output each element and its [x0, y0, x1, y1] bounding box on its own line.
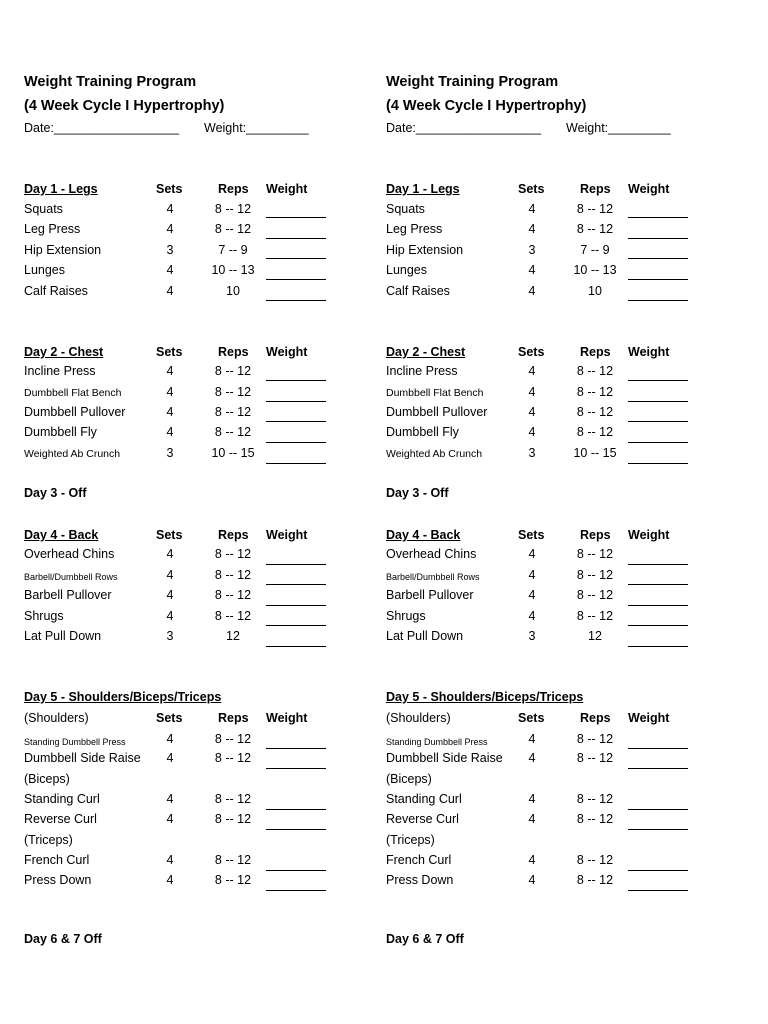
group-biceps: (Biceps): [386, 772, 432, 786]
exercise-reps: 8 -- 12: [214, 873, 252, 887]
weight-entry-line[interactable]: [266, 238, 326, 239]
exercise-sets: 4: [166, 202, 174, 216]
exercise-sets: 4: [166, 263, 174, 277]
weight-entry-line[interactable]: [266, 380, 326, 381]
weight-entry-line[interactable]: [628, 258, 688, 259]
exercise-reps: 12: [588, 629, 602, 643]
exercise-reps: 10 -- 13: [573, 263, 617, 277]
exercise-sets: 3: [528, 446, 536, 460]
exercise-name: Hip Extension: [386, 243, 464, 257]
weight-entry-line[interactable]: [266, 748, 326, 749]
exercise-sets: 4: [166, 222, 174, 236]
exercise-sets: 4: [528, 425, 536, 439]
exercise-reps: 10 -- 15: [573, 446, 617, 460]
exercise-name: Press Down: [24, 873, 92, 887]
exercise-name: Dumbbell Side Raise: [24, 751, 141, 765]
exercise-reps: 8 -- 12: [576, 222, 614, 236]
exercise-reps: 8 -- 12: [214, 547, 252, 561]
exercise-reps: 8 -- 12: [576, 405, 614, 419]
reps-header: Reps: [580, 528, 611, 542]
exercise-name: Lat Pull Down: [24, 629, 102, 643]
exercise-name: Reverse Curl: [24, 812, 97, 826]
exercise-reps: 8 -- 12: [576, 853, 614, 867]
exercise-reps: 8 -- 12: [576, 588, 614, 602]
sets-header: Sets: [518, 345, 545, 359]
weight-entry-line[interactable]: [628, 890, 688, 891]
group-triceps: (Triceps): [386, 833, 435, 847]
exercise-sets: 3: [528, 243, 536, 257]
exercise-sets: 3: [166, 243, 174, 257]
exercise-reps: 8 -- 12: [214, 751, 252, 765]
date-field[interactable]: Date:__________________: [386, 121, 542, 135]
exercise-sets: 4: [166, 792, 174, 806]
weight-entry-line[interactable]: [266, 605, 326, 606]
exercise-reps: 8 -- 12: [576, 812, 614, 826]
exercise-name: Leg Press: [24, 222, 81, 236]
weight-entry-line[interactable]: [628, 279, 688, 280]
exercise-sets: 4: [528, 284, 536, 298]
weight-entry-line[interactable]: [628, 870, 688, 871]
exercise-sets: 3: [528, 629, 536, 643]
exercise-name: Hip Extension: [24, 243, 102, 257]
exercise-sets: 4: [166, 588, 174, 602]
exercise-reps: 10: [226, 284, 240, 298]
weight-entry-line[interactable]: [266, 625, 326, 626]
exercise-sets: 4: [528, 588, 536, 602]
exercise-name: Shrugs: [386, 609, 426, 623]
exercise-name: French Curl: [386, 853, 452, 867]
exercise-sets: 4: [528, 202, 536, 216]
exercise-reps: 8 -- 12: [576, 385, 614, 399]
exercise-reps: 7 -- 9: [218, 243, 248, 257]
weight-entry-line[interactable]: [628, 584, 688, 585]
sets-header: Sets: [156, 182, 183, 196]
exercise-name: Squats: [24, 202, 63, 216]
exercise-name: Weighted Ab Crunch: [24, 448, 121, 460]
exercise-name: Dumbbell Fly: [386, 425, 459, 439]
weight-entry-line[interactable]: [628, 300, 688, 301]
exercise-name: Standing Dumbbell Press: [386, 737, 488, 747]
weight-entry-line[interactable]: [266, 279, 326, 280]
weight-field[interactable]: Weight:_________: [204, 121, 309, 135]
exercise-reps: 8 -- 12: [214, 812, 252, 826]
reps-header: Reps: [580, 711, 611, 725]
sets-header: Sets: [518, 182, 545, 196]
exercise-name: Incline Press: [386, 364, 458, 378]
weight-header: Weight: [628, 345, 670, 359]
weight-entry-line[interactable]: [628, 380, 688, 381]
exercise-name: Dumbbell Flat Bench: [386, 387, 484, 399]
reps-header: Reps: [580, 345, 611, 359]
program-subtitle: (4 Week Cycle I Hypertrophy): [24, 98, 225, 114]
group-triceps: (Triceps): [24, 833, 73, 847]
weight-header: Weight: [266, 528, 308, 542]
exercise-sets: 4: [528, 873, 536, 887]
weight-entry-line[interactable]: [628, 421, 688, 422]
exercise-reps: 8 -- 12: [214, 853, 252, 867]
weight-entry-line[interactable]: [628, 809, 688, 810]
exercise-name: Shrugs: [24, 609, 64, 623]
day3-title: Day 3 - Off: [24, 486, 87, 500]
weight-entry-line[interactable]: [266, 217, 326, 218]
exercise-sets: 4: [528, 751, 536, 765]
weight-entry-line[interactable]: [266, 442, 326, 443]
weight-entry-line[interactable]: [266, 768, 326, 769]
weight-header: Weight: [266, 711, 308, 725]
exercise-name: Standing Curl: [24, 792, 100, 806]
weight-entry-line[interactable]: [628, 401, 688, 402]
day3-title: Day 3 - Off: [386, 486, 449, 500]
day5-title: Day 5 - Shoulders/Biceps/Triceps: [386, 690, 584, 704]
weight-entry-line[interactable]: [266, 564, 326, 565]
exercise-reps: 8 -- 12: [576, 732, 614, 746]
exercise-sets: 4: [166, 609, 174, 623]
program-title: Weight Training Program: [386, 74, 559, 90]
weight-entry-line[interactable]: [266, 829, 326, 830]
exercise-reps: 8 -- 12: [214, 792, 252, 806]
weight-header: Weight: [266, 182, 308, 196]
exercise-sets: 4: [528, 732, 536, 746]
day2-title: Day 2 - Chest: [24, 345, 104, 359]
weight-entry-line[interactable]: [628, 829, 688, 830]
exercise-reps: 8 -- 12: [576, 873, 614, 887]
program-title: Weight Training Program: [24, 74, 197, 90]
program-subtitle: (4 Week Cycle I Hypertrophy): [386, 98, 587, 114]
exercise-name: Standing Dumbbell Press: [24, 737, 126, 747]
exercise-sets: 4: [166, 873, 174, 887]
weight-entry-line[interactable]: [266, 584, 326, 585]
exercise-sets: 4: [166, 364, 174, 378]
reps-header: Reps: [580, 182, 611, 196]
weight-entry-line[interactable]: [628, 238, 688, 239]
exercise-name: French Curl: [24, 853, 90, 867]
exercise-reps: 8 -- 12: [576, 751, 614, 765]
exercise-name: Reverse Curl: [386, 812, 459, 826]
exercise-reps: 8 -- 12: [214, 588, 252, 602]
exercise-sets: 4: [166, 425, 174, 439]
exercise-sets: 4: [166, 751, 174, 765]
exercise-reps: 8 -- 12: [214, 609, 252, 623]
exercise-sets: 4: [166, 385, 174, 399]
exercise-name: Dumbbell Pullover: [24, 405, 126, 419]
exercise-reps: 8 -- 12: [576, 202, 614, 216]
exercise-sets: 4: [528, 364, 536, 378]
group-shoulders: (Shoulders): [24, 711, 89, 725]
exercise-sets: 4: [528, 405, 536, 419]
exercise-name: Barbell/Dumbbell Rows: [386, 572, 480, 582]
exercise-name: Dumbbell Pullover: [386, 405, 488, 419]
exercise-reps: 8 -- 12: [214, 364, 252, 378]
exercise-reps: 8 -- 12: [214, 202, 252, 216]
exercise-sets: 4: [166, 284, 174, 298]
exercise-reps: 8 -- 12: [214, 222, 252, 236]
weight-field[interactable]: Weight:_________: [566, 121, 671, 135]
exercise-name: Lunges: [386, 263, 428, 277]
exercise-reps: 8 -- 12: [576, 568, 614, 582]
exercise-reps: 8 -- 12: [576, 364, 614, 378]
exercise-name: Standing Curl: [386, 792, 462, 806]
weight-entry-line[interactable]: [628, 564, 688, 565]
day1-title: Day 1 - Legs: [24, 182, 98, 196]
weight-entry-line[interactable]: [628, 605, 688, 606]
weight-header: Weight: [266, 345, 308, 359]
exercise-sets: 4: [528, 263, 536, 277]
exercise-sets: 4: [166, 547, 174, 561]
group-shoulders: (Shoulders): [386, 711, 451, 725]
exercise-reps: 8 -- 12: [214, 405, 252, 419]
weight-header: Weight: [628, 528, 670, 542]
exercise-sets: 4: [166, 568, 174, 582]
day4-title: Day 4 - Back: [24, 528, 99, 542]
exercise-name: Barbell/Dumbbell Rows: [24, 572, 118, 582]
exercise-reps: 10 -- 13: [211, 263, 255, 277]
exercise-sets: 4: [166, 732, 174, 746]
exercise-sets: 4: [528, 792, 536, 806]
sets-header: Sets: [156, 711, 183, 725]
day4-title: Day 4 - Back: [386, 528, 461, 542]
exercise-reps: 10 -- 15: [211, 446, 255, 460]
group-biceps: (Biceps): [24, 772, 70, 786]
exercise-name: Leg Press: [386, 222, 443, 236]
weight-entry-line[interactable]: [266, 258, 326, 259]
exercise-name: Weighted Ab Crunch: [386, 448, 483, 460]
date-field[interactable]: Date:__________________: [24, 121, 180, 135]
weight-entry-line[interactable]: [266, 421, 326, 422]
sets-header: Sets: [156, 345, 183, 359]
sets-header: Sets: [156, 528, 183, 542]
weight-entry-line[interactable]: [266, 809, 326, 810]
exercise-sets: 4: [166, 812, 174, 826]
exercise-reps: 8 -- 12: [576, 792, 614, 806]
exercise-reps: 10: [588, 284, 602, 298]
exercise-reps: 8 -- 12: [576, 425, 614, 439]
exercise-name: Overhead Chins: [24, 547, 115, 561]
weight-entry-line[interactable]: [628, 463, 688, 464]
exercise-name: Barbell Pullover: [24, 588, 112, 602]
weight-entry-line[interactable]: [628, 646, 688, 647]
exercise-name: Lunges: [24, 263, 66, 277]
exercise-reps: 8 -- 12: [576, 609, 614, 623]
weight-entry-line[interactable]: [266, 646, 326, 647]
exercise-name: Lat Pull Down: [386, 629, 464, 643]
day67-title: Day 6 & 7 Off: [24, 932, 102, 946]
day2-title: Day 2 - Chest: [386, 345, 466, 359]
weight-entry-line[interactable]: [628, 442, 688, 443]
weight-entry-line[interactable]: [266, 463, 326, 464]
sets-header: Sets: [518, 528, 545, 542]
reps-header: Reps: [218, 711, 249, 725]
exercise-name: Press Down: [386, 873, 454, 887]
weight-entry-line[interactable]: [266, 300, 326, 301]
exercise-sets: 4: [528, 222, 536, 236]
weight-header: Weight: [628, 711, 670, 725]
exercise-sets: 4: [166, 853, 174, 867]
weight-entry-line[interactable]: [266, 401, 326, 402]
exercise-reps: 7 -- 9: [580, 243, 610, 257]
exercise-sets: 4: [528, 568, 536, 582]
weight-entry-line[interactable]: [266, 870, 326, 871]
day5-title: Day 5 - Shoulders/Biceps/Triceps: [24, 690, 222, 704]
exercise-sets: 3: [166, 446, 174, 460]
weight-entry-line[interactable]: [628, 768, 688, 769]
exercise-reps: 12: [226, 629, 240, 643]
day1-title: Day 1 - Legs: [386, 182, 460, 196]
exercise-name: Dumbbell Side Raise: [386, 751, 503, 765]
exercise-sets: 4: [528, 812, 536, 826]
exercise-name: Calf Raises: [24, 284, 88, 298]
reps-header: Reps: [218, 345, 249, 359]
weight-entry-line[interactable]: [266, 890, 326, 891]
exercise-sets: 4: [528, 853, 536, 867]
exercise-reps: 8 -- 12: [576, 547, 614, 561]
weight-entry-line[interactable]: [628, 625, 688, 626]
sheet-right: [386, 0, 706, 1024]
exercise-name: Calf Raises: [386, 284, 450, 298]
weight-entry-line[interactable]: [628, 217, 688, 218]
sheet-left: [24, 0, 344, 1024]
exercise-name: Incline Press: [24, 364, 96, 378]
weight-entry-line[interactable]: [628, 748, 688, 749]
exercise-sets: 4: [528, 609, 536, 623]
exercise-sets: 4: [166, 405, 174, 419]
exercise-reps: 8 -- 12: [214, 568, 252, 582]
reps-header: Reps: [218, 528, 249, 542]
exercise-name: Squats: [386, 202, 425, 216]
exercise-reps: 8 -- 12: [214, 732, 252, 746]
exercise-reps: 8 -- 12: [214, 385, 252, 399]
exercise-name: Barbell Pullover: [386, 588, 474, 602]
day67-title: Day 6 & 7 Off: [386, 932, 464, 946]
exercise-sets: 4: [528, 547, 536, 561]
exercise-name: Dumbbell Flat Bench: [24, 387, 122, 399]
exercise-reps: 8 -- 12: [214, 425, 252, 439]
exercise-name: Overhead Chins: [386, 547, 477, 561]
exercise-sets: 3: [166, 629, 174, 643]
exercise-sets: 4: [528, 385, 536, 399]
sets-header: Sets: [518, 711, 545, 725]
exercise-name: Dumbbell Fly: [24, 425, 97, 439]
weight-header: Weight: [628, 182, 670, 196]
reps-header: Reps: [218, 182, 249, 196]
